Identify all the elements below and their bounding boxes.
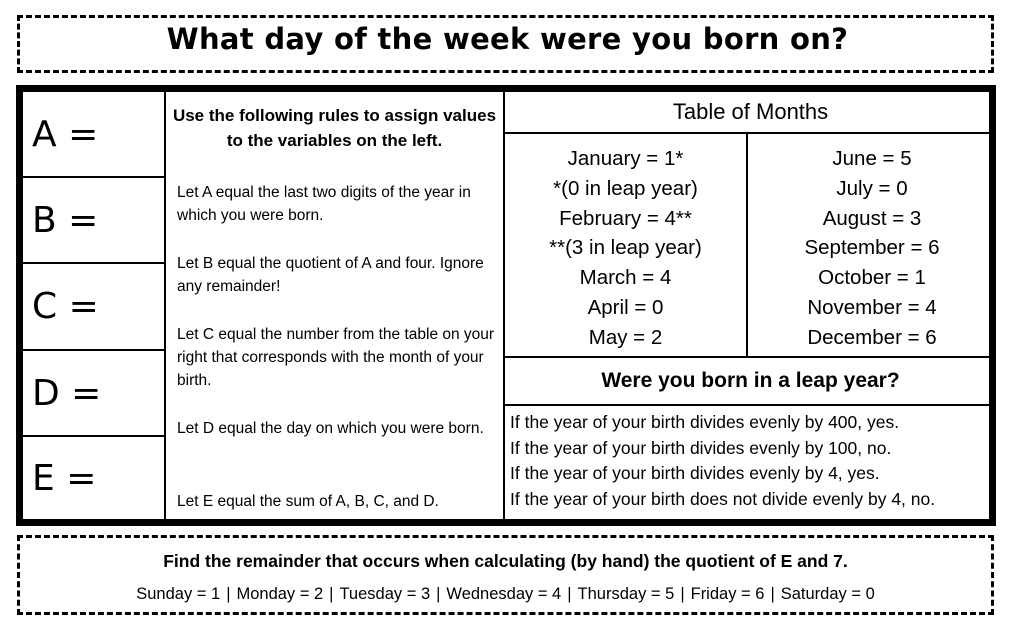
month-line: September = 6 — [804, 236, 940, 260]
month-line: January = 1* — [567, 147, 684, 170]
month-line: November = 4 — [807, 295, 937, 319]
day-tuesday: Tuesday = 3 — [339, 585, 431, 603]
month-line: May = 2 — [588, 325, 663, 349]
footer-box — [17, 535, 994, 615]
month-line: March = 4 — [579, 266, 672, 290]
leap-rule: If the year of your birth divides evenly by 4, yes. — [510, 463, 880, 483]
month-line: June = 5 — [832, 147, 912, 170]
variable-a-cell: A = — [23, 92, 164, 178]
variable-b-cell: B = — [23, 178, 164, 264]
separator: | — [770, 585, 775, 603]
separator: | — [680, 585, 685, 603]
day-saturday: Saturday = 0 — [780, 585, 875, 603]
rules-column — [166, 92, 505, 519]
months-left-cell — [505, 134, 748, 358]
separator: | — [567, 585, 572, 603]
month-line: April = 0 — [587, 295, 664, 319]
leap-year-title: Were you born in a leap year? — [505, 358, 996, 406]
month-line: October = 1 — [818, 266, 926, 290]
leap-rule: If the year of your birth does not divide evenly by 4, no. — [510, 488, 936, 509]
month-line: *(0 in leap year) — [553, 176, 698, 200]
months-table-title: Table of Months — [505, 92, 996, 134]
leap-rule: If the year of your birth divides evenly by 400, yes. — [510, 412, 900, 432]
footer-instruction: Find the remainder that occurs when calculating (by hand) the quotient of E and 7. — [163, 551, 848, 571]
variable-c-cell: C = — [23, 264, 164, 351]
separator: | — [329, 585, 334, 603]
day-sunday: Sunday = 1 — [136, 585, 221, 603]
month-line: February = 4** — [559, 206, 692, 230]
day-friday: Friday = 6 — [690, 585, 765, 603]
rule-b: Let B equal the quotient of A and four. Ignore any remainder! — [177, 255, 484, 295]
day-thursday: Thursday = 5 — [577, 585, 675, 603]
separator: | — [436, 585, 441, 603]
rules-heading: Use the following rules to assign values to the variables on the left. — [172, 106, 497, 150]
months-right-cell — [748, 134, 996, 358]
month-line: July = 0 — [836, 176, 908, 200]
months-column — [505, 92, 996, 519]
separator: | — [226, 585, 231, 603]
day-monday: Monday = 2 — [236, 585, 324, 603]
month-line: August = 3 — [822, 206, 922, 230]
variables-column — [23, 92, 166, 519]
worksheet-table — [16, 85, 996, 526]
rule-e: Let E equal the sum of A, B, C, and D. — [177, 493, 439, 510]
day-wednesday: Wednesday = 4 — [446, 585, 562, 603]
rule-a: Let A equal the last two digits of the year in which you were born. — [177, 184, 471, 224]
leap-rule: If the year of your birth divides evenly by 100, no. — [510, 437, 892, 458]
month-line: **(3 in leap year) — [549, 236, 702, 260]
variable-e-cell: E = — [32, 457, 97, 499]
page-title: What day of the week were you born on? — [166, 22, 849, 56]
leap-year-rules — [510, 410, 996, 512]
variable-d-cell: D = — [23, 351, 164, 437]
day-mapping — [20, 582, 991, 606]
rule-c: Let C equal the number from the table on your right that corresponds with the month of your birth. — [177, 326, 495, 389]
month-line: December = 6 — [807, 325, 937, 349]
rule-d: Let D equal the day on which you were born. — [177, 420, 484, 437]
